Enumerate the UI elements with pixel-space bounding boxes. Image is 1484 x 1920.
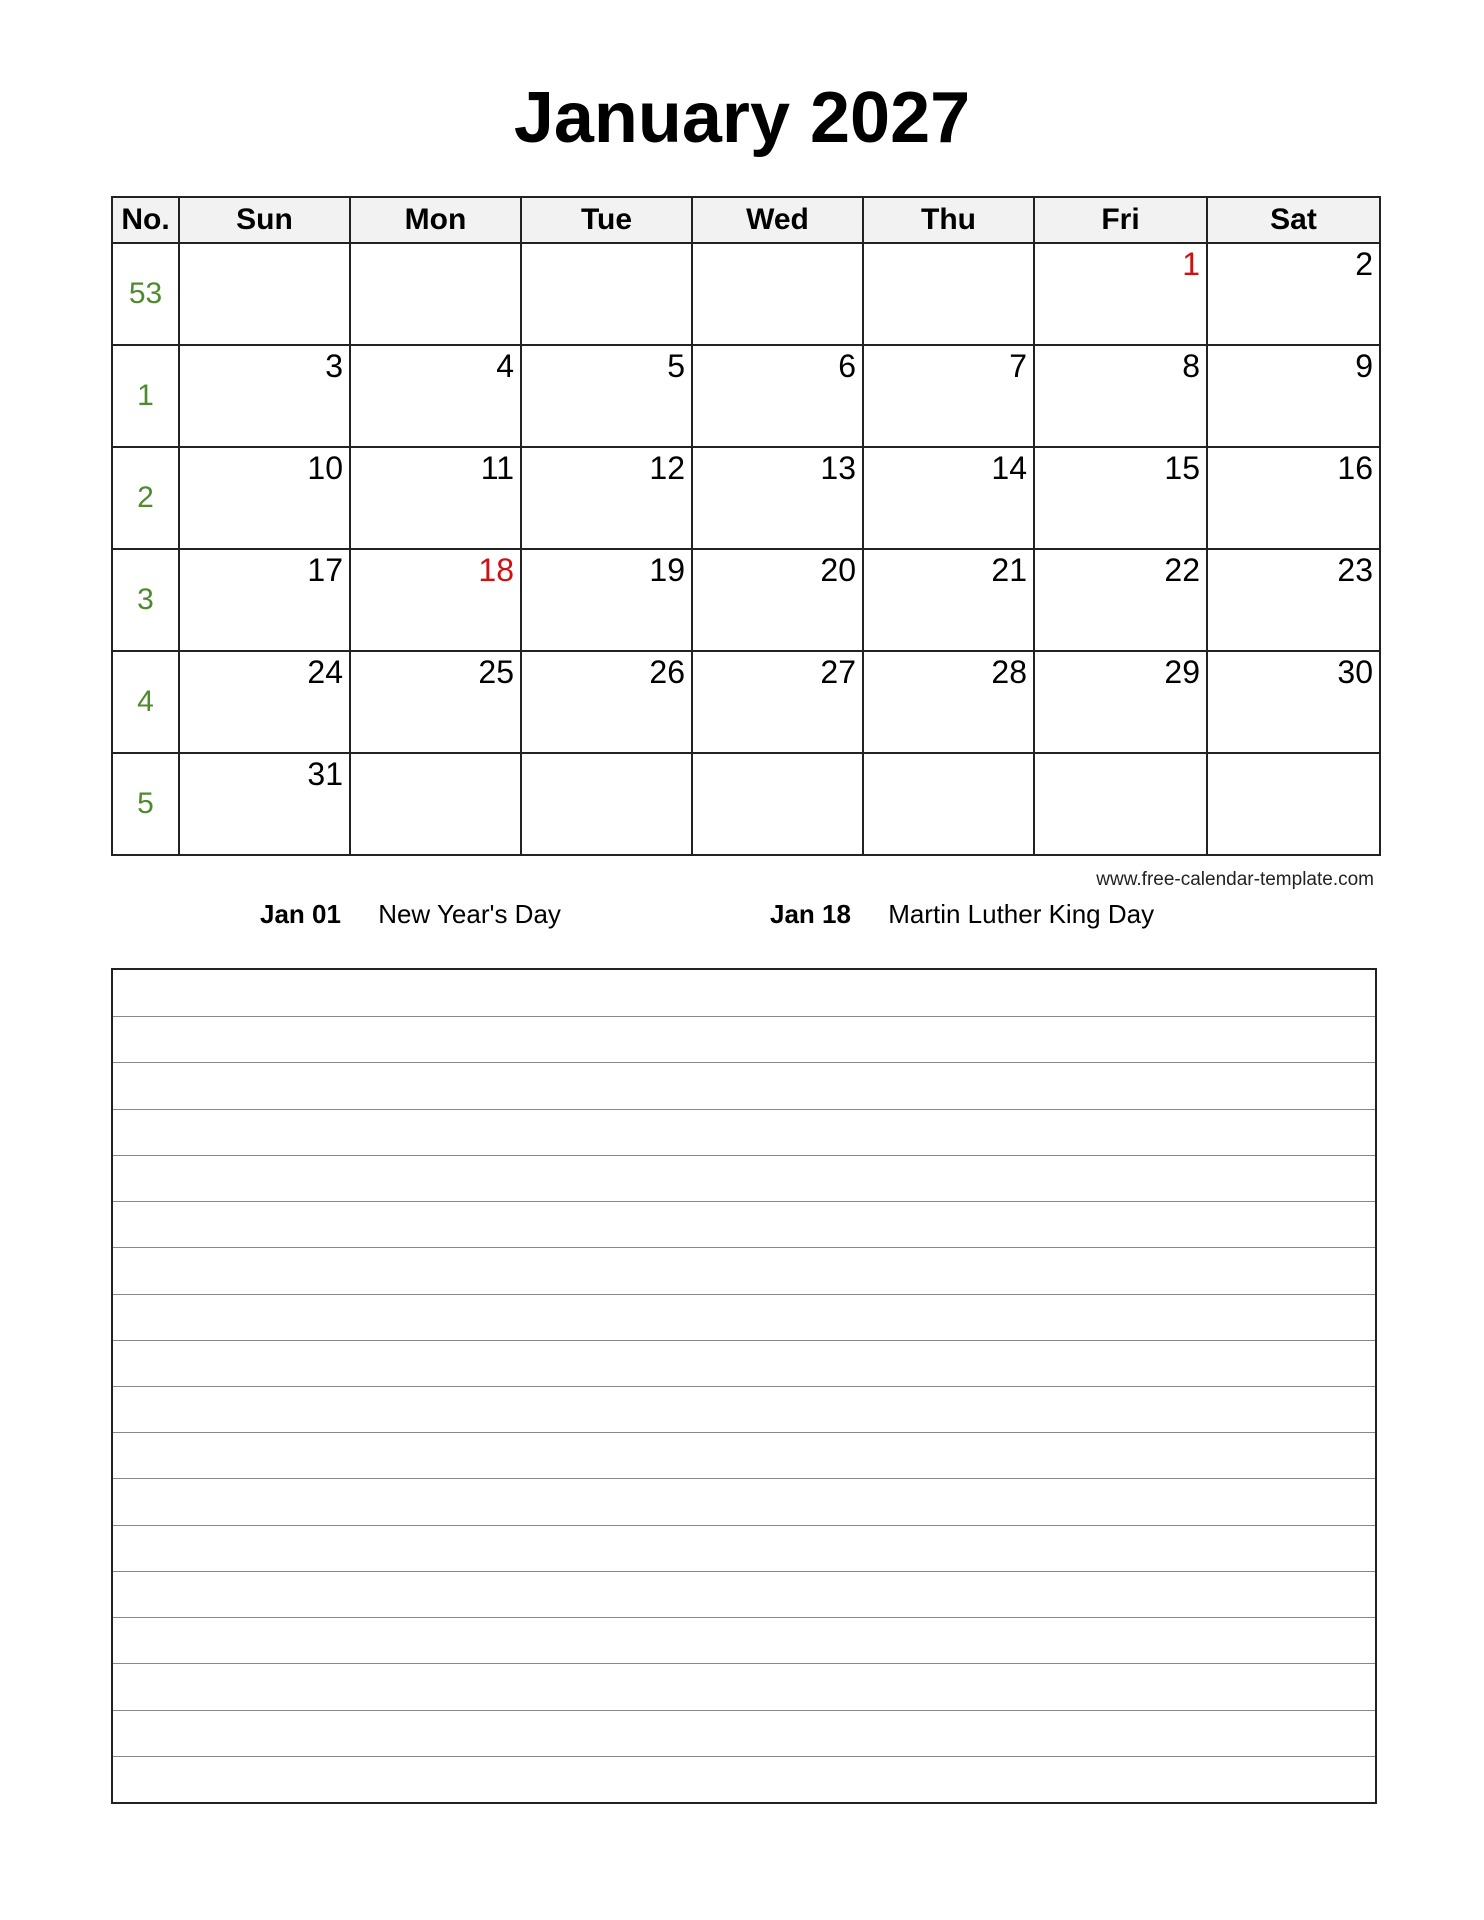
day-cell-sun[interactable]	[179, 243, 350, 345]
day-number: 23	[1337, 552, 1373, 588]
day-cell-mon[interactable]	[350, 549, 521, 651]
header-mon: Mon	[350, 197, 521, 243]
day-number: 17	[307, 552, 343, 588]
day-cell-mon[interactable]	[350, 651, 521, 753]
day-number: 10	[307, 450, 343, 486]
week-row	[112, 345, 1380, 447]
day-number: 5	[667, 348, 685, 384]
day-number: 13	[820, 450, 856, 486]
day-cell-wed[interactable]	[692, 243, 863, 345]
day-cell-sat[interactable]	[1207, 651, 1380, 753]
day-number: 24	[307, 654, 343, 690]
day-cell-tue[interactable]	[521, 447, 692, 549]
day-number: 9	[1355, 348, 1373, 384]
day-cell-wed[interactable]	[692, 447, 863, 549]
week-number: 5	[112, 753, 179, 855]
day-cell-sat[interactable]	[1207, 549, 1380, 651]
notes-line	[113, 1016, 1375, 1017]
holiday-date: Jan 01	[260, 899, 341, 929]
notes-line	[113, 1525, 1375, 1526]
notes-line	[113, 1247, 1375, 1248]
holiday-date: Jan 18	[770, 899, 851, 929]
week-number: 53	[112, 243, 179, 345]
day-number: 2	[1355, 246, 1373, 282]
header-sun: Sun	[179, 197, 350, 243]
day-number: 20	[820, 552, 856, 588]
day-cell-sat[interactable]	[1207, 753, 1380, 855]
day-cell-fri[interactable]	[1034, 447, 1207, 549]
day-cell-tue[interactable]	[521, 549, 692, 651]
week-row	[112, 753, 1380, 855]
week-number: 3	[112, 549, 179, 651]
day-cell-tue[interactable]	[521, 243, 692, 345]
day-number: 19	[649, 552, 685, 588]
week-row	[112, 651, 1380, 753]
day-cell-thu[interactable]	[863, 243, 1034, 345]
week-number: 1	[112, 345, 179, 447]
header-week-no: No.	[112, 197, 179, 243]
day-cell-wed[interactable]	[692, 549, 863, 651]
notes-line	[113, 1571, 1375, 1572]
day-cell-fri[interactable]	[1034, 753, 1207, 855]
website-credit: www.free-calendar-template.com	[1096, 869, 1374, 890]
notes-line	[113, 1710, 1375, 1711]
week-row	[112, 243, 1380, 345]
day-number: 11	[480, 450, 514, 486]
holiday-name: Martin Luther King Day	[888, 899, 1155, 929]
notes-line	[113, 1756, 1375, 1757]
day-cell-wed[interactable]	[692, 753, 863, 855]
day-number: 28	[991, 654, 1027, 690]
day-cell-thu[interactable]	[863, 549, 1034, 651]
day-cell-sat[interactable]	[1207, 345, 1380, 447]
day-cell-tue[interactable]	[521, 651, 692, 753]
header-wed: Wed	[692, 197, 863, 243]
day-cell-thu[interactable]	[863, 753, 1034, 855]
day-number: 29	[1164, 654, 1200, 690]
notes-line	[113, 1340, 1375, 1341]
day-number: 3	[325, 348, 343, 384]
day-number: 8	[1182, 348, 1200, 384]
notes-line	[113, 1432, 1375, 1433]
day-cell-wed[interactable]	[692, 651, 863, 753]
day-number: 21	[991, 552, 1027, 588]
day-cell-wed[interactable]	[692, 345, 863, 447]
week-number: 2	[112, 447, 179, 549]
holiday-item	[770, 898, 1154, 930]
notes-line	[113, 1663, 1375, 1664]
day-cell-fri[interactable]	[1034, 345, 1207, 447]
notes-line	[113, 1062, 1375, 1063]
day-cell-sat[interactable]	[1207, 243, 1380, 345]
day-cell-fri[interactable]	[1034, 549, 1207, 651]
header-sat: Sat	[1207, 197, 1380, 243]
header-row	[112, 197, 1380, 243]
header-fri: Fri	[1034, 197, 1207, 243]
day-number: 30	[1337, 654, 1373, 690]
day-cell-mon[interactable]	[350, 753, 521, 855]
day-cell-thu[interactable]	[863, 345, 1034, 447]
holiday-item	[260, 898, 561, 930]
day-cell-mon[interactable]	[350, 345, 521, 447]
header-thu: Thu	[863, 197, 1034, 243]
day-cell-sat[interactable]	[1207, 447, 1380, 549]
day-number: 31	[307, 756, 343, 792]
day-cell-sun[interactable]	[179, 549, 350, 651]
week-number: 4	[112, 651, 179, 753]
day-number: 14	[991, 450, 1027, 486]
day-cell-fri[interactable]	[1034, 243, 1207, 345]
day-number: 7	[1009, 348, 1027, 384]
day-cell-sun[interactable]	[179, 447, 350, 549]
notes-line	[113, 1109, 1375, 1110]
day-number: 15	[1164, 450, 1200, 486]
calendar-grid	[111, 196, 1381, 856]
notes-line	[113, 1155, 1375, 1156]
notes-line	[113, 1386, 1375, 1387]
week-row	[112, 447, 1380, 549]
calendar-title: January 2027	[513, 78, 971, 158]
day-number: 18	[478, 552, 514, 588]
day-number: 22	[1164, 552, 1200, 588]
day-cell-sun[interactable]	[179, 753, 350, 855]
day-number: 12	[649, 450, 685, 486]
day-number: 4	[496, 348, 514, 384]
day-number: 25	[478, 654, 514, 690]
notes-line	[113, 1478, 1375, 1479]
day-cell-mon[interactable]	[350, 447, 521, 549]
notes-line	[113, 1294, 1375, 1295]
day-cell-thu[interactable]	[863, 447, 1034, 549]
day-cell-mon[interactable]	[350, 243, 521, 345]
day-cell-tue[interactable]	[521, 753, 692, 855]
notes-line	[113, 1201, 1375, 1202]
day-number: 26	[649, 654, 685, 690]
notes-line	[113, 1617, 1375, 1618]
holiday-name: New Year's Day	[378, 899, 561, 929]
day-number: 27	[820, 654, 856, 690]
day-cell-sun[interactable]	[179, 651, 350, 753]
day-number: 1	[1182, 246, 1200, 282]
day-number: 16	[1337, 450, 1373, 486]
header-tue: Tue	[521, 197, 692, 243]
day-cell-tue[interactable]	[521, 345, 692, 447]
day-cell-fri[interactable]	[1034, 651, 1207, 753]
day-cell-thu[interactable]	[863, 651, 1034, 753]
notes-area[interactable]	[111, 968, 1377, 1804]
day-number: 6	[838, 348, 856, 384]
day-cell-sun[interactable]	[179, 345, 350, 447]
week-row	[112, 549, 1380, 651]
